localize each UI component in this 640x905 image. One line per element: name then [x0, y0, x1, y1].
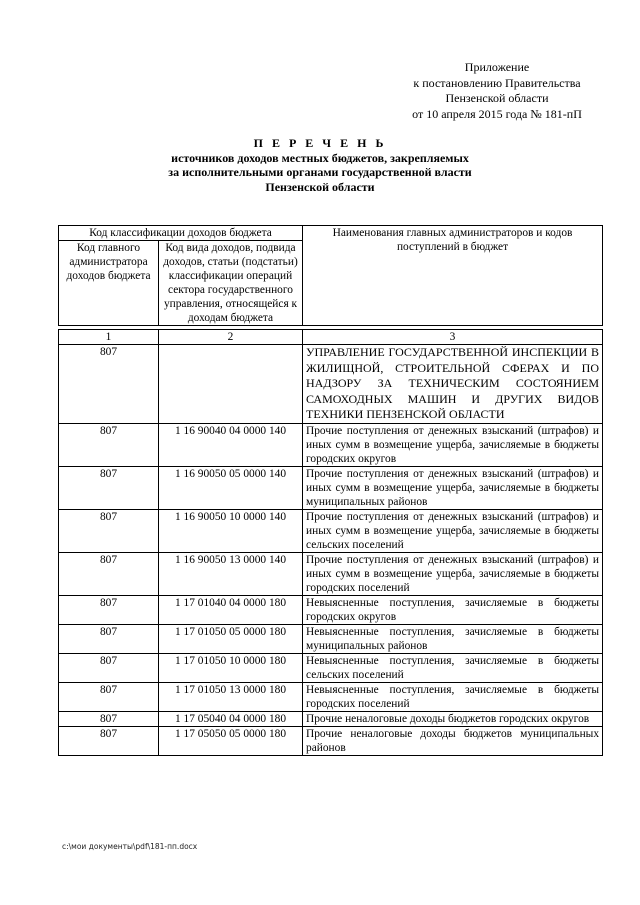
name-cell: Прочие поступления от денежных взысканий (штрафов) и иных сумм в возмещение ущерба, зачисляемые в бюджеты муниципальных районов — [303, 466, 603, 509]
name-cell: Невыясненные поступления, зачисляемые в бюджеты муниципальных районов — [303, 624, 603, 653]
admin-code-cell: 807 — [59, 509, 159, 552]
table-row — [59, 711, 603, 726]
income-code-cell: 1 17 01050 05 0000 180 — [159, 624, 303, 653]
table-row — [59, 624, 603, 653]
appendix-line: от 10 апреля 2015 года № 181-пП — [412, 106, 582, 121]
admin-code-cell: 807 — [59, 682, 159, 711]
income-code-cell: 1 16 90040 04 0000 140 — [159, 423, 303, 466]
admin-code-cell: 807 — [59, 711, 159, 726]
admin-code-cell: 807 — [59, 726, 159, 755]
table-row — [59, 653, 603, 682]
table-row — [59, 509, 603, 552]
admin-code-cell: 807 — [59, 345, 159, 424]
table-row — [59, 345, 603, 424]
name-cell: Прочие поступления от денежных взысканий (штрафов) и иных сумм в возмещение ущерба, зачисляемые в бюджеты городских округов — [303, 423, 603, 466]
document-title — [100, 136, 540, 194]
appendix-line: Приложение — [464, 60, 530, 74]
name-cell: Прочие поступления от денежных взысканий (штрафов) и иных сумм в возмещение ущерба, зачисляемые в бюджеты городских поселений — [303, 552, 603, 595]
name-cell: УПРАВЛЕНИЕ ГОСУДАРСТВЕННОЙ ИНСПЕКЦИИ В ЖИЛИЩНОЙ, СТРОИТЕЛЬНОЙ СФЕРАХ И ПО НАДЗОРУ ЗА ТЕХНИЧЕСКИМ СОСТОЯНИЕМ САМОХОДНЫХ МАШИН И ДРУГИХ ВИДОВ ТЕХНИКИ ПЕНЗЕНСКОЙ ОБЛАСТИ — [303, 345, 603, 424]
name-cell: Прочие неналоговые доходы бюджетов городских округов — [303, 711, 603, 726]
admin-code-cell: 807 — [59, 466, 159, 509]
header-names: Наименования главных администраторов и кодов поступлений в бюджет — [303, 226, 603, 326]
name-cell: Невыясненные поступления, зачисляемые в бюджеты городских округов — [303, 595, 603, 624]
header-classification: Код классификации доходов бюджета — [59, 226, 303, 241]
header-income-code: Код вида доходов, подвида доходов, статьи (подстатьи) классификации операций сектора государственного управления, относящейся к доходам бюджета — [159, 241, 303, 326]
table-row — [59, 552, 603, 595]
table-row — [59, 726, 603, 755]
title-line: Пензенской области — [265, 179, 375, 194]
appendix-line: к постановлению Правительства — [413, 75, 581, 90]
income-code-cell: 1 17 01040 04 0000 180 — [159, 595, 303, 624]
name-cell: Невыясненные поступления, зачисляемые в бюджеты сельских поселений — [303, 653, 603, 682]
title-heading: П Е Р Е Ч Е Н Ь — [253, 136, 387, 150]
income-code-cell: 1 17 01050 13 0000 180 — [159, 682, 303, 711]
admin-code-cell: 807 — [59, 653, 159, 682]
title-line: за исполнительными органами государственной власти — [168, 165, 472, 179]
name-cell: Невыясненные поступления, зачисляемые в бюджеты городских поселений — [303, 682, 603, 711]
income-code-cell: 1 16 90050 10 0000 140 — [159, 509, 303, 552]
income-code-cell: 1 16 90050 13 0000 140 — [159, 552, 303, 595]
column-number: 1 — [59, 330, 159, 345]
appendix-block — [392, 60, 602, 122]
title-line: источников доходов местных бюджетов, закрепляемых — [171, 150, 469, 165]
income-code-cell — [159, 345, 303, 424]
admin-code-cell: 807 — [59, 552, 159, 595]
column-number: 3 — [303, 330, 603, 345]
column-number: 2 — [159, 330, 303, 345]
header-admin-code: Код главного администратора доходов бюджета — [59, 241, 159, 326]
table-row — [59, 423, 603, 466]
table-row — [59, 595, 603, 624]
admin-code-cell: 807 — [59, 595, 159, 624]
header-row — [59, 226, 603, 241]
income-code-cell: 1 16 90050 05 0000 140 — [159, 466, 303, 509]
income-code-cell: 1 17 01050 10 0000 180 — [159, 653, 303, 682]
income-code-cell: 1 17 05040 04 0000 180 — [159, 711, 303, 726]
table-row — [59, 682, 603, 711]
income-table — [58, 225, 603, 756]
appendix-line: Пензенской области — [445, 91, 549, 105]
file-path-footer: c:\мои документы\pdf\181-пп.docx — [62, 842, 198, 851]
name-cell: Прочие неналоговые доходы бюджетов муниципальных районов — [303, 726, 603, 755]
income-code-cell: 1 17 05050 05 0000 180 — [159, 726, 303, 755]
table-row — [59, 466, 603, 509]
admin-code-cell: 807 — [59, 624, 159, 653]
column-number-row — [59, 330, 603, 345]
name-cell: Прочие поступления от денежных взысканий (штрафов) и иных сумм в возмещение ущерба, зачисляемые в бюджеты сельских поселений — [303, 509, 603, 552]
admin-code-cell: 807 — [59, 423, 159, 466]
